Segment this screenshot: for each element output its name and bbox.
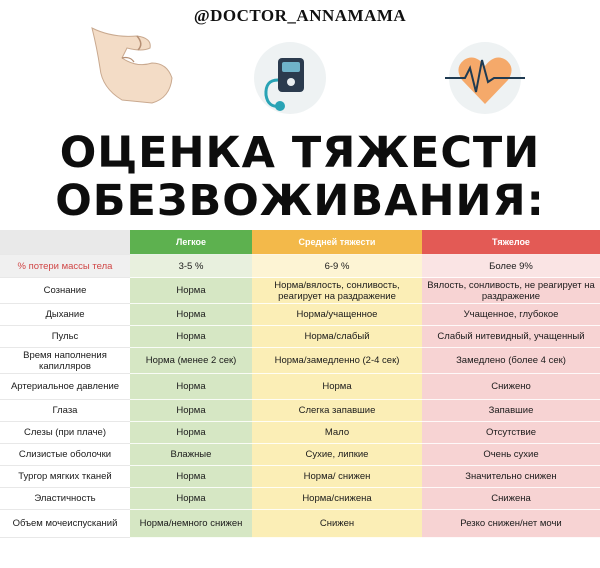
cell-moderate: Норма/снижена [252, 488, 422, 510]
row-label: Время наполнения капилляров [0, 348, 130, 374]
column-header-moderate: Средней тяжести [252, 230, 422, 255]
hand-pinch-skin-icon [82, 8, 182, 108]
table-row [0, 348, 600, 374]
cell-moderate: Мало [252, 422, 422, 444]
page-title-line-1: ОЦЕНКА ТЯЖЕСТИ [59, 128, 541, 178]
weight-loss-row [0, 255, 600, 278]
row-label: Эластичность [0, 488, 130, 510]
table-row [0, 444, 600, 466]
cell-moderate: Норма [252, 374, 422, 400]
cell-moderate: Норма/слабый [252, 326, 422, 348]
table-row [0, 422, 600, 444]
header [0, 0, 600, 130]
row-label: Слизистые оболочки [0, 444, 130, 466]
table-header-row [0, 230, 600, 255]
column-header-empty [0, 230, 130, 255]
weight-loss-moderate: 6-9 % [252, 255, 422, 278]
row-label: Глаза [0, 400, 130, 422]
blood-pressure-monitor-icon [240, 40, 340, 120]
cell-light: Норма [130, 400, 252, 422]
row-label: Сознание [0, 278, 130, 304]
account-handle: @DOCTOR_ANNAMAMA [193, 6, 407, 25]
cell-severe: Замедлено (более 4 сек) [422, 348, 600, 374]
table-row [0, 304, 600, 326]
row-label: Слезы (при плаче) [0, 422, 130, 444]
table-row [0, 510, 600, 538]
table-row [0, 326, 600, 348]
cell-light: Влажные [130, 444, 252, 466]
column-header-severe: Тяжелое [422, 230, 600, 255]
cell-moderate: Норма/замедленно (2-4 сек) [252, 348, 422, 374]
cell-light: Норма (менее 2 сек) [130, 348, 252, 374]
cell-moderate: Норма/учащенное [252, 304, 422, 326]
cell-severe: Запавшие [422, 400, 600, 422]
table-row [0, 374, 600, 400]
table-row [0, 278, 600, 304]
cell-severe: Очень сухие [422, 444, 600, 466]
weight-loss-severe: Более 9% [422, 255, 600, 278]
cell-moderate: Норма/вялость, сонливость, реагирует на раздражение [252, 278, 422, 304]
table-row [0, 488, 600, 510]
row-label: Пульс [0, 326, 130, 348]
row-label: Дыхание [0, 304, 130, 326]
table-row [0, 400, 600, 422]
heart-pulse-icon [440, 38, 530, 118]
cell-severe: Слабый нитевидный, учащенный [422, 326, 600, 348]
cell-severe: Вялость, сонливость, не реагирует на раздражение [422, 278, 600, 304]
column-header-light: Легкое [130, 230, 252, 255]
cell-light: Норма/немного снижен [130, 510, 252, 538]
cell-severe: Учащенное, глубокое [422, 304, 600, 326]
cell-moderate: Норма/ снижен [252, 466, 422, 488]
cell-light: Норма [130, 466, 252, 488]
cell-light: Норма [130, 374, 252, 400]
row-label: Объем мочеиспусканий [0, 510, 130, 538]
table-row [0, 466, 600, 488]
cell-severe: Резко снижен/нет мочи [422, 510, 600, 538]
dehydration-severity-table [0, 230, 600, 538]
weight-loss-label: % потери массы тела [0, 255, 130, 278]
cell-severe: Снижена [422, 488, 600, 510]
cell-severe: Отсутствие [422, 422, 600, 444]
cell-light: Норма [130, 422, 252, 444]
cell-moderate: Слегка запавшие [252, 400, 422, 422]
cell-light: Норма [130, 304, 252, 326]
page-title-line-2: ОБЕЗВОЖИВАНИЯ: [55, 176, 545, 226]
row-label: Тургор мягких тканей [0, 466, 130, 488]
cell-light: Норма [130, 326, 252, 348]
cell-severe: Значительно снижен [422, 466, 600, 488]
cell-moderate: Сухие, липкие [252, 444, 422, 466]
cell-light: Норма [130, 278, 252, 304]
row-label: Артериальное давление [0, 374, 130, 400]
cell-severe: Снижено [422, 374, 600, 400]
weight-loss-light: 3-5 % [130, 255, 252, 278]
cell-light: Норма [130, 488, 252, 510]
cell-moderate: Снижен [252, 510, 422, 538]
